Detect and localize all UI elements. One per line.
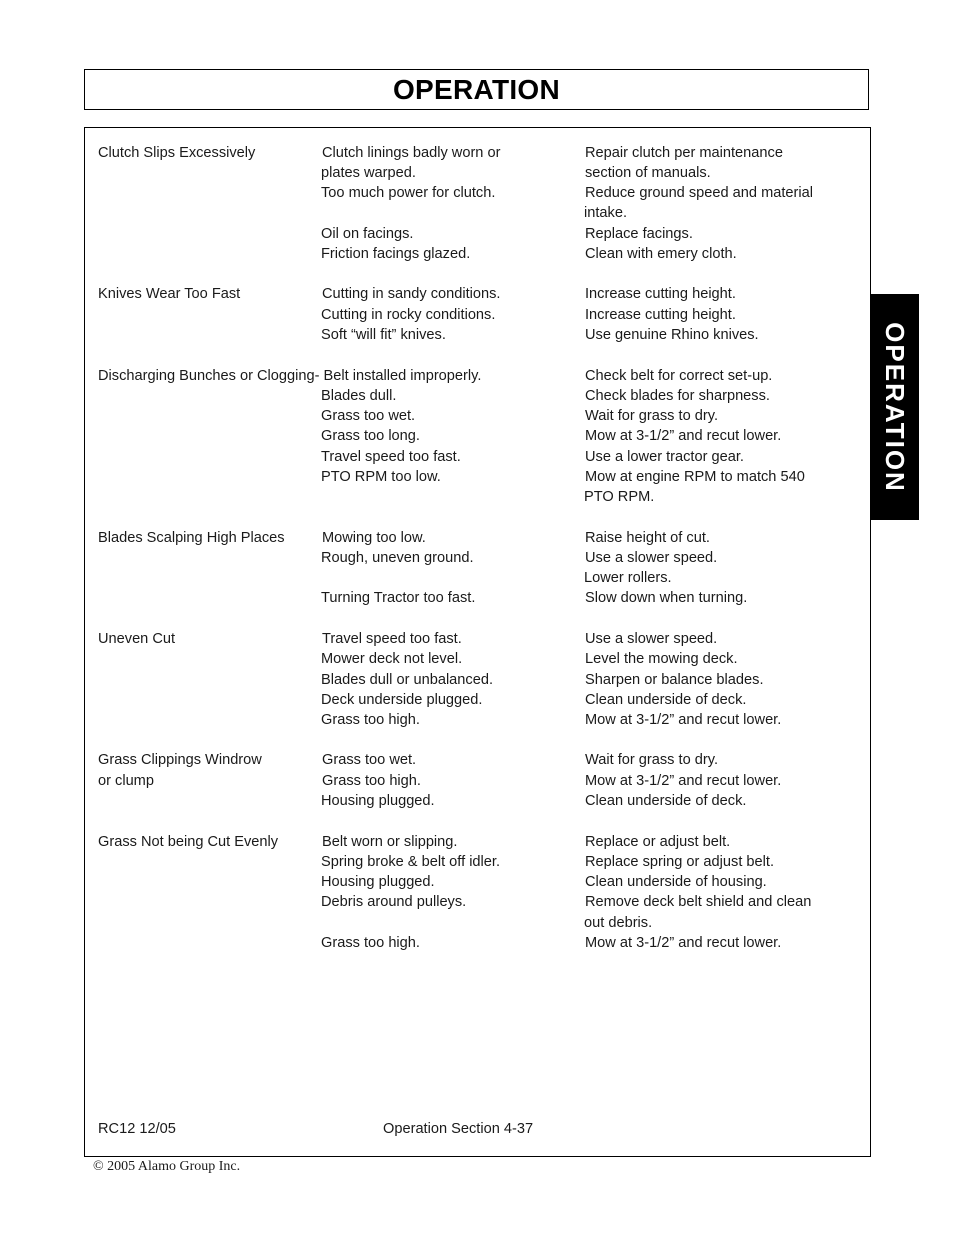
problem-text: Grass Clippings Windrow [98,752,262,768]
content-box [84,127,871,1157]
remedy-text: Mow at 3-1/2” and recut lower. [585,712,782,728]
cause-text: Rough, uneven ground. [321,550,474,566]
remedy-text: Check belt for correct set-up. [585,368,773,384]
problem-text: or clump [98,773,154,789]
remedy-text: Level the mowing deck. [585,651,738,667]
remedy-text: Check blades for sharpness. [585,388,770,404]
cause-text: Blades dull or unbalanced. [321,672,494,688]
cause-text: Mower deck not level. [321,651,463,667]
remedy-text: Use genuine Rhino knives. [585,327,759,343]
cause-text: Debris around pulleys. [321,894,467,910]
page-title: OPERATION [392,73,561,105]
remedy-text: intake. [584,205,627,221]
cause-text: plates warped. [321,165,416,181]
remedy-text: Use a slower speed. [585,550,718,566]
remedy-text: Mow at 3-1/2” and recut lower. [585,773,782,789]
remedy-text: Reduce ground speed and material [585,185,813,201]
cause-text: Deck underside plugged. [321,692,483,708]
remedy-text: Clean with emery cloth. [585,246,737,262]
remedy-text: Mow at 3-1/2” and recut lower. [585,935,782,951]
remedy-text: Slow down when turning. [585,590,748,606]
remedy-text: Lower rollers. [584,570,672,586]
problem-text: Clutch Slips Excessively [98,145,256,161]
remedy-text: Sharpen or balance blades. [585,672,764,688]
remedy-text: Increase cutting height. [585,307,736,323]
remedy-text: Clean underside of housing. [585,874,767,890]
side-tab [870,294,919,520]
cause-text: Grass too long. [321,428,420,444]
remedy-text: Use a lower tractor gear. [585,449,744,465]
remedy-text: Replace or adjust belt. [585,834,731,850]
cause-text: Grass too high. [322,773,421,789]
cause-text: Grass too wet. [322,752,417,768]
cause-text: Travel speed too fast. [321,449,461,465]
remedy-text: Clean underside of deck. [585,793,747,809]
cause-text: Clutch linings badly worn or [322,145,501,161]
remedy-text: Clean underside of deck. [585,692,747,708]
cause-text: Housing plugged. [321,793,435,809]
cause-text: Oil on facings. [321,226,414,242]
cause-text: Mowing too low. [322,530,426,546]
remedy-text: Raise height of cut. [585,530,710,546]
remedy-text: Mow at engine RPM to match 540 [585,469,805,485]
footer-doc-code: RC12 12/05 [98,1121,176,1137]
cause-text: Cutting in sandy conditions. [322,286,501,302]
cause-text: Housing plugged. [321,874,435,890]
cause-text: Too much power for clutch. [321,185,496,201]
remedy-text: out debris. [584,915,653,931]
footer-section: Operation Section 4-37 [383,1121,534,1137]
remedy-text: Repair clutch per maintenance [585,145,783,161]
remedy-text: Wait for grass to dry. [585,752,718,768]
header-box [84,69,869,110]
copyright: © 2005 Alamo Group Inc. [93,1159,241,1174]
cause-text: PTO RPM too low. [321,469,441,485]
remedy-text: section of manuals. [585,165,711,181]
cause-text: Spring broke & belt off idler. [321,854,501,870]
remedy-text: Mow at 3-1/2” and recut lower. [585,428,782,444]
remedy-text: Replace spring or adjust belt. [585,854,775,870]
remedy-text: Wait for grass to dry. [585,408,718,424]
problem-text: Grass Not being Cut Evenly [98,834,279,850]
cause-text: Blades dull. [321,388,397,404]
remedy-text: PTO RPM. [584,489,655,505]
problem-text: Discharging Bunches or Clogging- Belt installed improperly. [98,368,482,384]
side-tab-label: OPERATION [880,321,911,493]
cause-text: Travel speed too fast. [322,631,462,647]
problem-text: Uneven Cut [98,631,176,647]
cause-text: Cutting in rocky conditions. [321,307,496,323]
cause-text: Grass too wet. [321,408,416,424]
remedy-text: Use a slower speed. [585,631,718,647]
cause-text: Belt worn or slipping. [322,834,458,850]
problem-text: Knives Wear Too Fast [98,286,241,302]
cause-text: Turning Tractor too fast. [321,590,476,606]
cause-text: Friction facings glazed. [321,246,471,262]
cause-text: Soft “will fit” knives. [321,327,446,343]
cause-text: Grass too high. [321,935,420,951]
remedy-text: Increase cutting height. [585,286,736,302]
remedy-text: Remove deck belt shield and clean [585,894,812,910]
problem-text: Blades Scalping High Places [98,530,285,546]
remedy-text: Replace facings. [585,226,693,242]
cause-text: Grass too high. [321,712,420,728]
